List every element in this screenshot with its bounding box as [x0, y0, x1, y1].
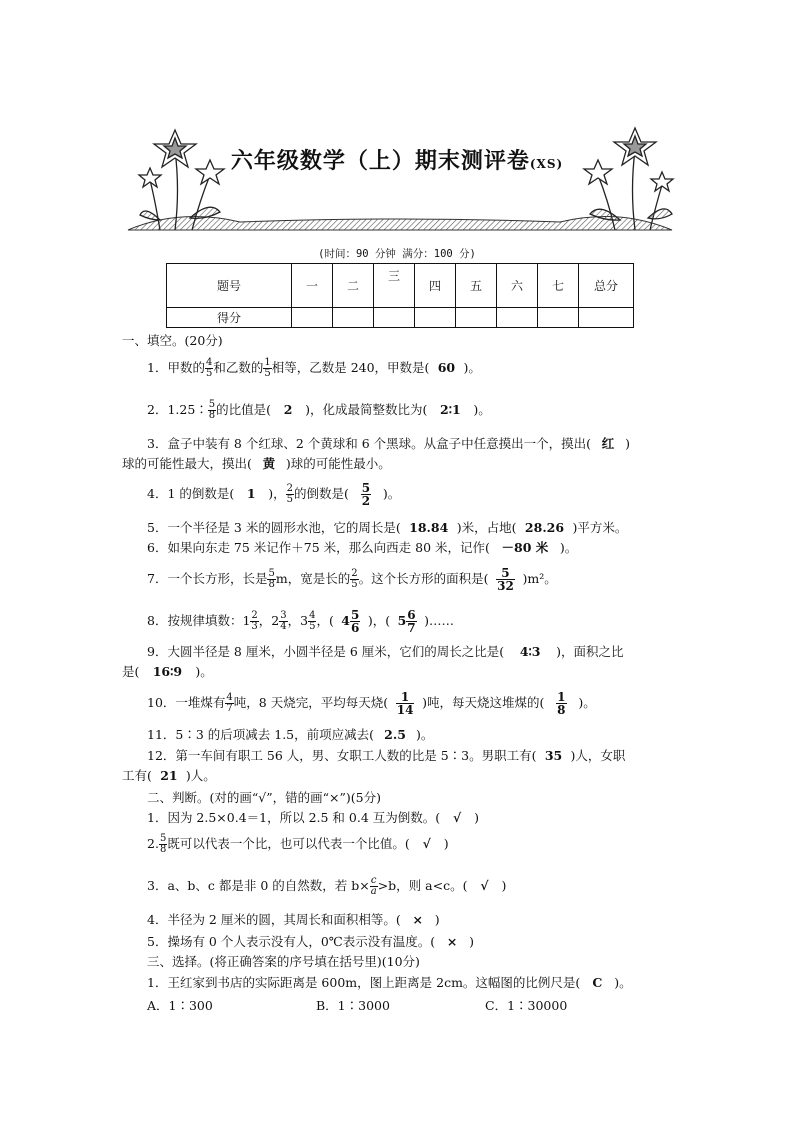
- question-1-7: 7．一个长方形，长是 $\frac{5}{8}$ m，宽是长的 $\frac{2}{5}$ 。这个长方形的面积是( $\frac{5}{32}$ )m²。: [147, 566, 557, 593]
- answer: 60: [437, 360, 456, 375]
- score-cell[interactable]: [456, 308, 497, 328]
- section1-heading: 一、填空。(20分): [122, 333, 223, 348]
- answer: C: [592, 975, 603, 990]
- answer: 2∶1: [440, 402, 461, 417]
- page-title: 六年级数学（上）期末测评卷(XS): [230, 148, 564, 174]
- answer: $\frac{5}{2}$: [361, 481, 371, 508]
- score-table-header-label: 题号: [167, 264, 292, 308]
- score-table-col-total: 总分: [579, 264, 634, 308]
- answer: $\frac{5}{32}$: [497, 566, 514, 593]
- question-1-11: 11．5∶3 的后项减去 1.5，前项应减去( 2.5 )。: [147, 727, 434, 742]
- score-table-col-4: 四: [415, 264, 456, 308]
- question-1-3: 3．盒子中装有 8 个红球、2 个黄球和 6 个黑球。从盒子中任意摸出一个，摸出( 红 ): [147, 436, 630, 451]
- question-1-3-cont: 球的可能性最大，摸出( 黄 )球的可能性最小。: [122, 456, 391, 471]
- section2-heading: 二、判断。(对的画“√”，错的画“×”)(5分): [147, 790, 381, 805]
- section3-heading: 三、选择。(将正确答案的序号填在括号里)(10分): [147, 954, 420, 969]
- answer: －80 米: [501, 540, 549, 555]
- option-a[interactable]: A．1∶300: [147, 998, 213, 1013]
- answer: ×: [412, 912, 423, 927]
- score-table-col-3: 三: [374, 264, 415, 308]
- answer: 5 $\frac{6}{7}$: [397, 608, 416, 635]
- answer: 35: [544, 748, 563, 763]
- score-cell[interactable]: [579, 308, 634, 328]
- question-2-5: 5．操场有 0 个人表示没有人，0℃表示没有温度。( × ): [147, 934, 475, 949]
- answer: 21: [160, 768, 178, 783]
- question-1-4: 4．1 的倒数是( 1 )， $\frac{2}{5}$ 的倒数是( $\frac{5}{2}$ )。: [147, 481, 401, 508]
- question-2-3: 3．a、b、c 都是非 0 的自然数，若 b× $\frac{c}{a}$ >b，则 a<c。( √ ): [147, 875, 507, 897]
- question-1-9-cont: 是( 16∶9 )。: [122, 664, 213, 679]
- question-1-5: 5．一个半径是 3 米的圆形水池，它的周长是( 18.84 )米，占地( 28.26 )平方米。: [147, 520, 628, 535]
- question-1-12: 12．第一车间有职工 56 人，男、女职工人数的比是 5∶3。男职工有( 35 )人，女职: [147, 748, 626, 763]
- answer: 28.26: [524, 520, 565, 535]
- answer: 4∶3: [519, 644, 541, 659]
- answer: 18.84: [409, 520, 449, 535]
- question-3-1: 1．王红家到书店的实际距离是 600m，图上距离是 2cm。这幅图的比例尺是( C )。: [147, 975, 632, 990]
- question-2-2: 2. $\frac{5}{8}$ 既可以代表一个比，也可以代表一个比值。( √ ): [147, 833, 449, 855]
- question-1-10: 10．一堆煤有 $\frac{4}{7}$ 吨，8 天烧完，平均每天烧( $\frac{1}{14}$ )吨，每天烧这堆煤的( $\frac{1}{8}$ )。: [147, 690, 596, 717]
- score-table-col-1: 一: [292, 264, 333, 308]
- answer: 1: [246, 486, 256, 501]
- question-1-2: 2．1.25∶ $\frac{5}{8}$ 的比值是( 2 )，化成最简整数比为( 2∶1 )。: [147, 399, 491, 421]
- question-1-9: 9．大圆半径是 8 厘米，小圆半径是 6 厘米，它们的周长之比是( 4∶3 )，面积之比: [147, 644, 624, 659]
- score-cell[interactable]: [415, 308, 456, 328]
- answer: √: [453, 810, 462, 825]
- score-table-row-label: 得分: [167, 308, 292, 328]
- option-c[interactable]: C．1∶30000: [485, 998, 568, 1013]
- answer: 黄: [262, 456, 276, 471]
- question-2-1: 1．因为 2.5×0.4＝1，所以 2.5 和 0.4 互为倒数。( √ ): [147, 810, 480, 825]
- score-cell[interactable]: [374, 308, 415, 328]
- score-table-col-6: 六: [497, 264, 538, 308]
- answer: 2: [283, 402, 293, 417]
- score-table-col-7: 七: [538, 264, 579, 308]
- question-1-8: 8．按规律填数：1 $\frac{2}{3}$ ，2 $\frac{3}{4}$ ，3 $\frac{4}{5}$ ，( 4 $\frac{5}{6}$ )，( 5 $\frac{6}{7}$ )……: [147, 608, 454, 635]
- score-cell[interactable]: [497, 308, 538, 328]
- score-cell[interactable]: [333, 308, 374, 328]
- score-table: [166, 263, 634, 328]
- score-table-col-2: 二: [333, 264, 374, 308]
- answer: $\frac{1}{8}$: [557, 690, 566, 717]
- question-1-6: 6．如果向东走 75 米记作＋75 米，那么向西走 80 米，记作( －80 米 )。: [147, 540, 578, 555]
- answer: 红: [601, 436, 615, 451]
- exam-meta: (时间：90 分钟 满分：100 分): [318, 248, 476, 260]
- option-b[interactable]: B．1∶3000: [316, 998, 390, 1013]
- answer: √: [422, 836, 431, 851]
- answer: $\frac{1}{14}$: [396, 690, 414, 717]
- answer: 16∶9: [152, 664, 183, 679]
- answer: ×: [446, 934, 458, 949]
- score-cell[interactable]: [292, 308, 333, 328]
- question-2-4: 4．半径为 2 厘米的圆，其周长和面积相等。( × ): [147, 912, 440, 927]
- answer: 2.5: [384, 727, 406, 742]
- score-cell[interactable]: [538, 308, 579, 328]
- answer: √: [480, 878, 489, 893]
- question-1-1: 1．甲数的 $\frac{4}{5}$ 和乙数的 $\frac{1}{5}$ 相等，乙数是 240，甲数是( 60 )。: [147, 357, 481, 379]
- answer: 4 $\frac{5}{6}$: [341, 608, 360, 635]
- decorative-flower-banner: [120, 120, 680, 238]
- score-table-col-5: 五: [456, 264, 497, 308]
- question-1-12-cont: 工有( 21 )人。: [122, 768, 216, 783]
